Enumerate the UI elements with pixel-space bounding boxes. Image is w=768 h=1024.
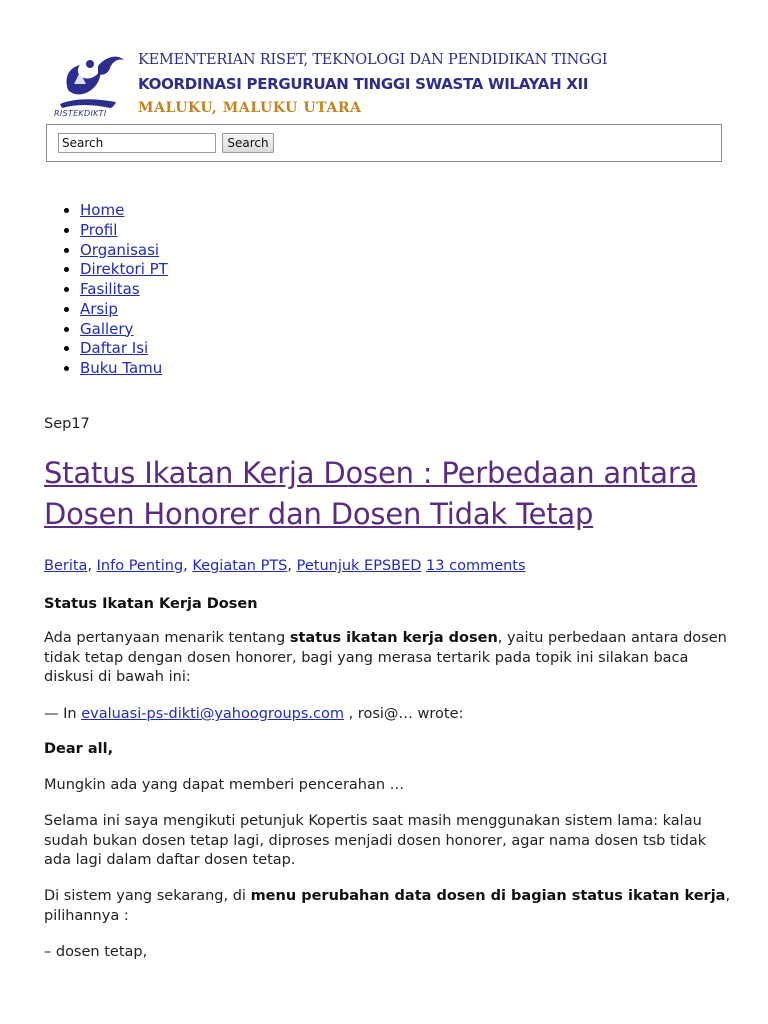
ministry-name: KEMENTERIAN RISET, TEKNOLOGI DAN PENDIDIKAN TINGGI xyxy=(138,52,608,68)
region-name: MALUKU, MALUKU UTARA xyxy=(138,100,362,116)
post-paragraph-2: Mungkin ada yang dapat memberi pencerahan … xyxy=(44,777,405,793)
category-link-petunjuk-epsbed[interactable]: Petunjuk EPSBED xyxy=(296,558,422,574)
category-link-berita[interactable]: Berita xyxy=(44,558,88,574)
nav-item xyxy=(80,280,168,300)
nav-item xyxy=(80,339,168,359)
post-greeting: Dear all, xyxy=(44,741,114,757)
post-quote-line: — In evaluasi-ps-dikti@yahoogroups.com , rosi@… wrote: xyxy=(44,706,464,722)
search-button[interactable]: Search xyxy=(222,133,274,153)
post-paragraph-4: Di sistem yang sekarang, di menu perubahan data dosen di bagian status ikatan kerja, pilihannya : xyxy=(44,888,731,924)
post-date: Sep17 xyxy=(44,416,90,432)
nav-item xyxy=(80,260,168,280)
post-meta: Berita, Info Penting, Kegiatan PTS, Petunjuk EPSBED 13 comments xyxy=(44,558,526,574)
post-paragraph-1: Ada pertanyaan menarik tentang status ikatan kerja dosen, yaitu perbedaan antara dosen tidak tetap dengan dosen honorer, bagi yang merasa tertarik pada topik ini silakan baca diskusi di bawah ini: xyxy=(44,630,727,685)
nav-link-organisasi[interactable]: Organisasi xyxy=(80,240,160,259)
category-link-info-penting[interactable]: Info Penting xyxy=(96,558,184,574)
email-link[interactable]: evaluasi-ps-dikti@yahoogroups.com xyxy=(81,706,344,722)
post-heading: Status Ikatan Kerja Dosen xyxy=(44,596,258,612)
logo-caption: RISTEKDIKTI xyxy=(54,109,107,118)
nav-link-profil[interactable]: Profil xyxy=(80,220,118,239)
nav-item xyxy=(80,300,168,320)
nav-link-arsip[interactable]: Arsip xyxy=(80,299,118,318)
nav-item xyxy=(80,201,168,221)
site-header xyxy=(54,48,754,120)
search-input[interactable] xyxy=(58,133,216,153)
comments-link[interactable]: 13 comments xyxy=(426,558,526,574)
nav-link-gallery[interactable]: Gallery xyxy=(80,319,134,338)
kopertis-name: KOORDINASI PERGURUAN TINGGI SWASTA WILAYAH XII xyxy=(138,75,589,93)
nav-link-daftar-isi[interactable]: Daftar Isi xyxy=(80,339,149,358)
category-link-kegiatan-pts[interactable]: Kegiatan PTS xyxy=(192,558,288,574)
nav-item xyxy=(80,359,168,379)
post-paragraph-3: Selama ini saya mengikuti petunjuk Kopertis saat masih menggunakan sistem lama: kalau sudah bukan dosen tetap lagi, diproses menjadi dosen honorer, agar nama dosen tsb tidak ada lagi dalam daftar dosen tetap. xyxy=(44,813,707,868)
post-list-item: – dosen tetap, xyxy=(44,944,148,960)
search-form xyxy=(46,124,722,162)
nav-link-home[interactable]: Home xyxy=(80,201,125,219)
nav-link-direktori-pt[interactable]: Direktori PT xyxy=(80,260,168,279)
post-title-link[interactable]: Status Ikatan Kerja Dosen : Perbedaan antara Dosen Honorer dan Dosen Tidak Tetap xyxy=(44,456,698,531)
post-title xyxy=(44,453,734,535)
nav-link-buku-tamu[interactable]: Buku Tamu xyxy=(80,359,163,377)
nav-item xyxy=(80,241,168,261)
nav-link-fasilitas[interactable]: Fasilitas xyxy=(80,280,140,298)
nav-item xyxy=(80,320,168,340)
main-nav xyxy=(44,201,168,379)
nav-item xyxy=(80,221,168,241)
